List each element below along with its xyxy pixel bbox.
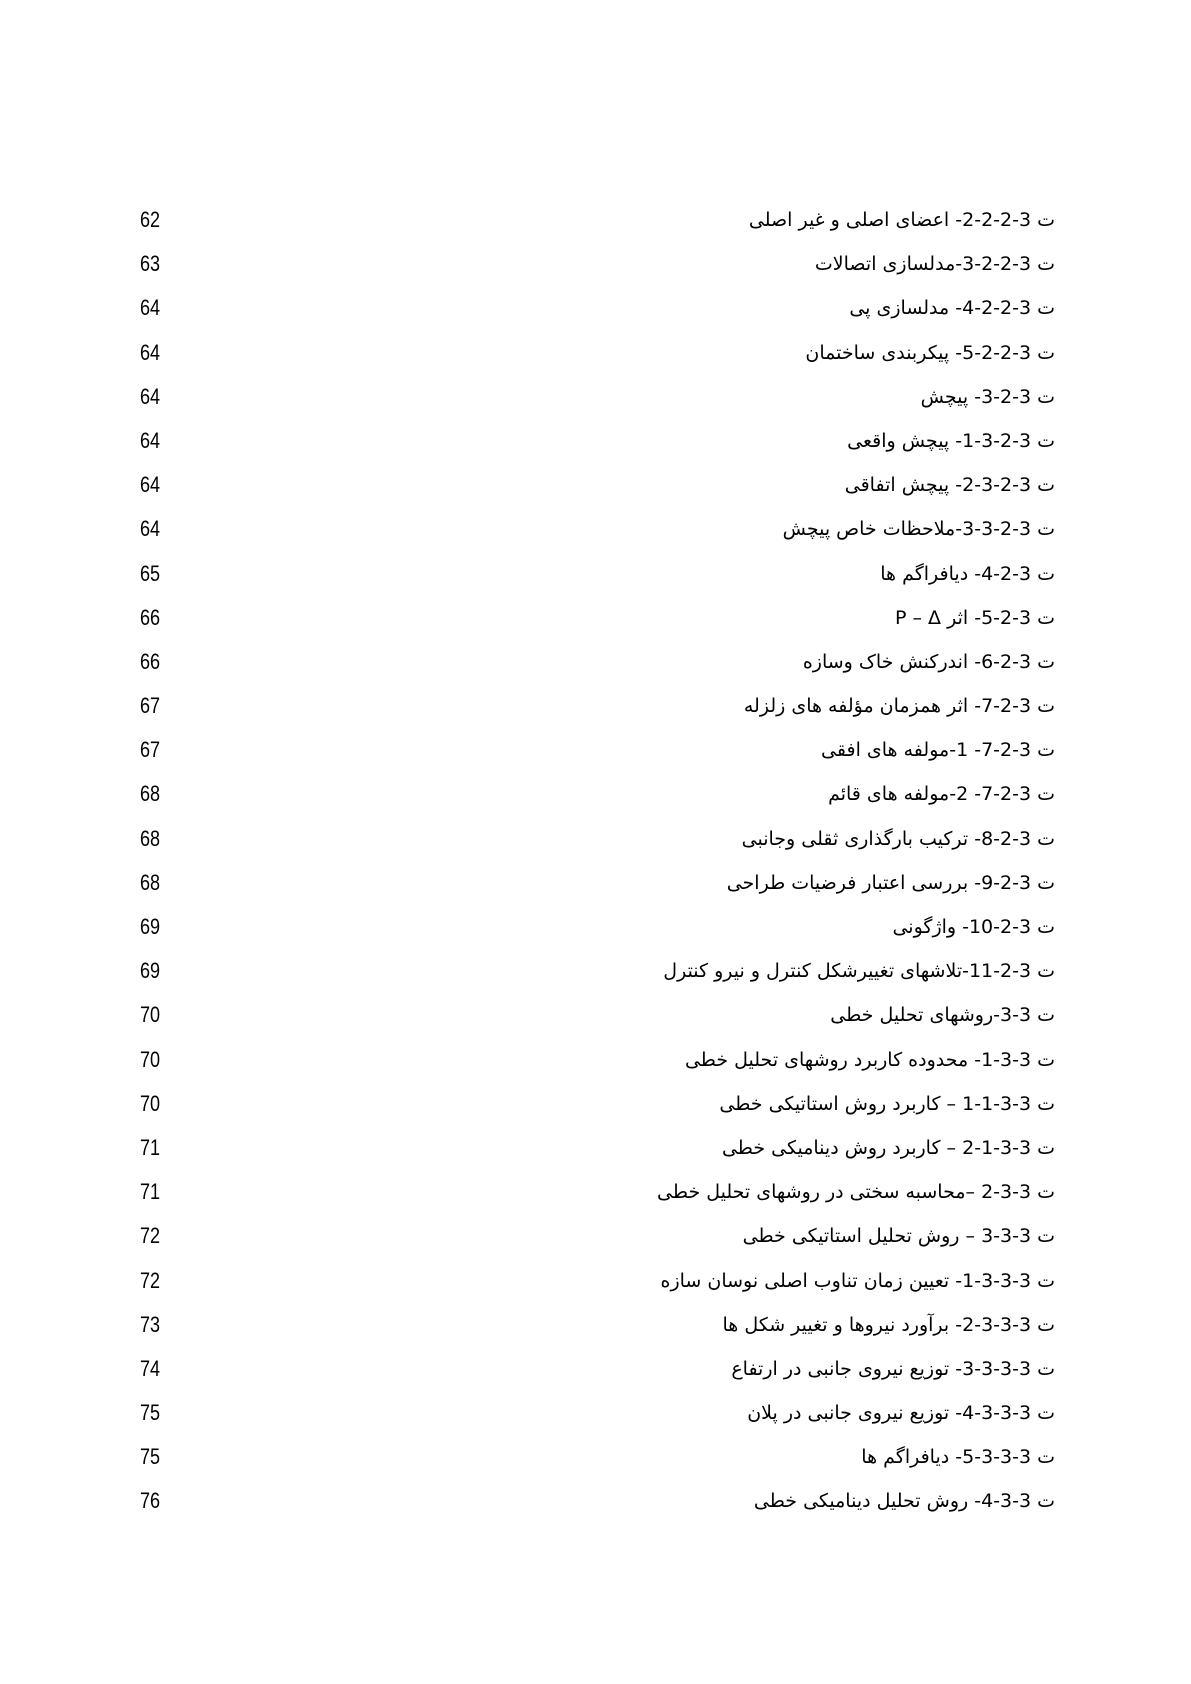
toc-entry[interactable] (0, 419, 1191, 463)
toc-entry[interactable] (0, 242, 1191, 286)
toc-entry[interactable] (0, 1303, 1191, 1347)
toc-entry-title: ت 3-3-روشهای تحلیل خطی (830, 1004, 1055, 1027)
toc-entry-title: ت 3-3-3 – روش تحلیل استاتیکی خطی (742, 1225, 1055, 1248)
toc-entry-title: ت 3-2-4- دیافراگم ها (880, 562, 1055, 585)
toc-entry-title: ت 3-2-10- واژگونی (892, 916, 1055, 938)
toc-entry-page: 71 (140, 1134, 161, 1160)
toc-entry-title: ت 3-3-3-2- برآورد نیروها و تغییر شکل ها (722, 1313, 1055, 1336)
toc-entry-page: 66 (140, 604, 161, 630)
toc-entry-title: ت 3-2-2-2- اعضای اصلی و غیر اصلی (748, 209, 1055, 231)
toc-entry-page: 72 (140, 1267, 161, 1293)
toc-entry-title: ت 3-3-3-1- تعیین زمان تناوب اصلی نوسان سازه (660, 1269, 1055, 1292)
toc-entry-title: ت 3-2-2-5- پیکربندی ساختمان (805, 341, 1055, 364)
toc-entry-title: ت 3-2-5- اثر P – Δ (895, 606, 1055, 629)
toc-entry-title: ت 3-2-3-2- پیچش اتفاقی (844, 474, 1055, 497)
toc-entry[interactable] (0, 507, 1191, 551)
toc-entry-title: ت 3-3-3-5- دیافراگم ها (861, 1446, 1055, 1469)
toc-entry-title: ت 3-3-1-2 – کاربرد روش دینامیکی خطی (721, 1136, 1055, 1159)
toc-entry[interactable] (0, 1347, 1191, 1391)
toc-entry-page: 68 (140, 825, 161, 851)
toc-entry[interactable] (0, 817, 1191, 861)
toc-entry[interactable] (0, 1082, 1191, 1126)
toc-entry[interactable] (0, 684, 1191, 728)
toc-entry-title: ت 3-2-7- 2-مولفه های قائم (828, 783, 1055, 806)
toc-entry[interactable] (0, 596, 1191, 640)
toc-entry-title: ت 3-2-9- بررسی اعتبار فرضیات طراحی (726, 871, 1055, 894)
toc-entry[interactable] (0, 1391, 1191, 1435)
toc-entry-page: 64 (140, 339, 161, 365)
toc-entry-title: ت 3-2-7- اثر همزمان مؤلفه های زلزله (743, 695, 1055, 718)
toc-entry-page: 70 (140, 1046, 161, 1072)
toc-entry-title: ت 3-3-3-3- توزیع نیروی جانبی در ارتفاع (731, 1357, 1055, 1380)
toc-entry-title: ت 3-3-1-1 – کاربرد روش استاتیکی خطی (719, 1092, 1055, 1115)
toc-entry[interactable] (0, 286, 1191, 330)
table-of-contents (0, 198, 1191, 1524)
toc-entry-title: ت 3-2-7- 1-مولفه های افقی (821, 739, 1055, 762)
toc-entry[interactable] (0, 1214, 1191, 1258)
toc-entry-title: ت 3-3-1- محدوده کاربرد روشهای تحلیل خطی (684, 1048, 1055, 1071)
toc-entry-page: 62 (140, 207, 161, 232)
toc-entry[interactable] (0, 993, 1191, 1037)
toc-entry-title: ت 3-3-4- روش تحلیل دینامیکی خطی (753, 1490, 1055, 1513)
toc-entry[interactable] (0, 728, 1191, 772)
toc-entry[interactable] (0, 331, 1191, 375)
toc-entry-page: 70 (140, 1002, 161, 1028)
toc-entry[interactable] (0, 375, 1191, 419)
toc-entry-page: 71 (140, 1179, 161, 1205)
toc-entry-title: ت 3-3-3-4- توزیع نیروی جانبی در پلان (747, 1402, 1055, 1425)
toc-entry-page: 74 (140, 1355, 161, 1381)
toc-entry-page: 75 (140, 1400, 161, 1426)
toc-entry-page: 69 (140, 958, 161, 984)
toc-entry[interactable] (0, 1479, 1191, 1523)
toc-entry[interactable] (0, 640, 1191, 684)
toc-entry-page: 64 (140, 472, 161, 498)
toc-entry-title: ت 3-2-3-1- پیچش واقعی (847, 429, 1055, 452)
toc-entry-page: 64 (140, 427, 161, 453)
toc-entry-page: 67 (140, 737, 161, 763)
toc-entry[interactable] (0, 1126, 1191, 1170)
toc-entry-page: 63 (140, 251, 161, 277)
toc-entry-page: 72 (140, 1223, 161, 1249)
toc-entry-page: 65 (140, 560, 161, 586)
toc-entry[interactable] (0, 552, 1191, 596)
toc-entry-page: 64 (140, 295, 161, 321)
toc-entry-title: ت 3-2-2-4- مدلسازی پی (849, 297, 1055, 320)
toc-entry-page: 66 (140, 648, 161, 674)
toc-entry-page: 70 (140, 1090, 161, 1116)
toc-entry-title: ت 3-2-11-تلاشهای تغییرشکل کنترل و نیرو کنترل (663, 960, 1055, 983)
toc-entry[interactable] (0, 1259, 1191, 1303)
toc-entry-title: ت 3-2-3- پیچش (920, 385, 1055, 408)
toc-entry[interactable] (0, 463, 1191, 507)
toc-entry-page: 67 (140, 693, 161, 719)
toc-entry[interactable] (0, 1038, 1191, 1082)
toc-entry[interactable] (0, 861, 1191, 905)
toc-entry-title: ت 3-2-6- اندرکنش خاک وسازه (802, 650, 1055, 673)
toc-entry-page: 64 (140, 516, 161, 542)
toc-entry-page: 73 (140, 1311, 161, 1337)
toc-entry-page: 68 (140, 869, 161, 895)
toc-entry[interactable] (0, 949, 1191, 993)
toc-entry-page: 64 (140, 383, 161, 409)
toc-entry[interactable] (0, 1435, 1191, 1479)
toc-entry-page: 68 (140, 781, 161, 807)
toc-entry[interactable] (0, 905, 1191, 949)
toc-entry[interactable] (0, 772, 1191, 816)
toc-entry-title: ت 3-2-8- ترکیب بارگذاری ثقلی وجانبی (741, 827, 1055, 850)
toc-entry-page: 75 (140, 1444, 161, 1470)
toc-entry-title: ت 3-2-2-3-مدلسازی اتصالات (814, 253, 1055, 276)
toc-entry-title: ت 3-3-2 –محاسبه سختی در روشهای تحلیل خطی (657, 1181, 1055, 1204)
toc-entry-title: ت 3-2-3-3-ملاحظات خاص پیچش (782, 518, 1055, 541)
toc-entry[interactable] (0, 198, 1191, 242)
toc-entry-page: 76 (140, 1488, 161, 1514)
toc-entry[interactable] (0, 1170, 1191, 1214)
toc-entry-page: 69 (140, 914, 161, 939)
